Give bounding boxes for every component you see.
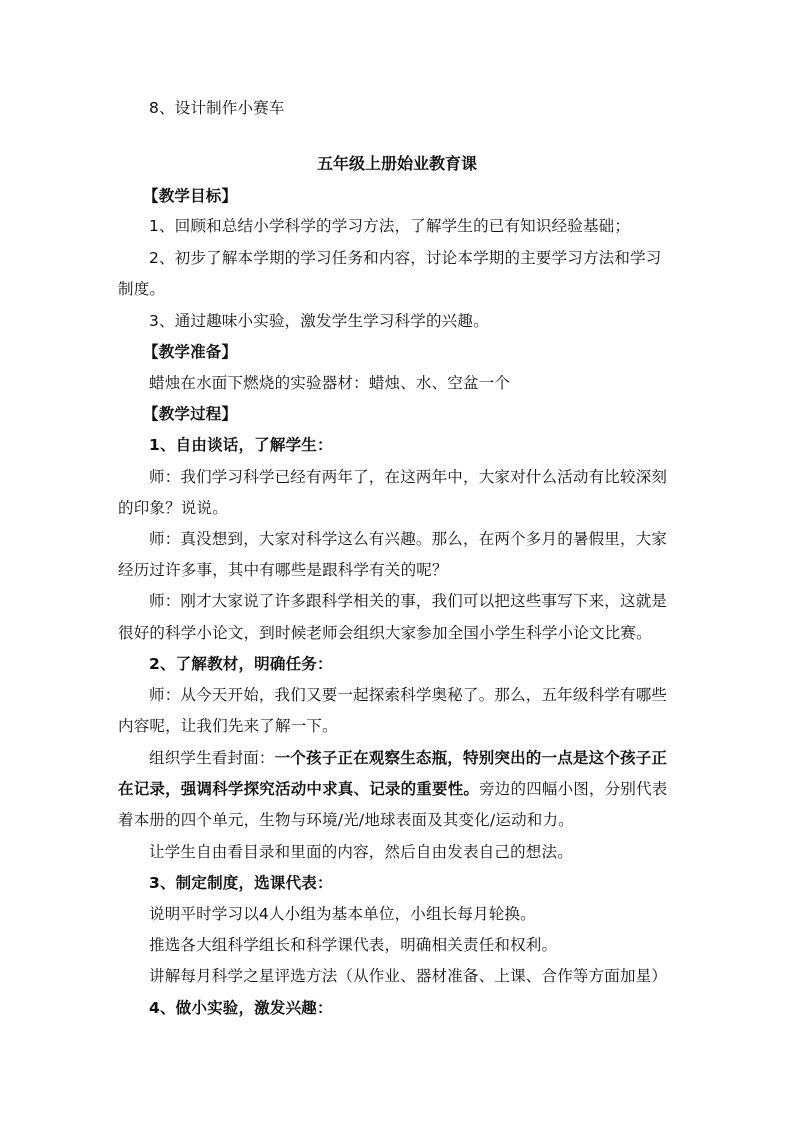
cover-thumbnails-text: 旁边的四幅小图，分别代表 <box>479 780 668 798</box>
step-2-heading: 2、了解教材，明确任务： <box>149 655 333 673</box>
cover-emphasis-text-cont: 在记录，强调科学探究活动中求真、记录的重要性。 <box>118 780 480 798</box>
step-4-heading: 4、做小实验，激发兴趣： <box>149 999 333 1017</box>
step-2-para-2-line-2 <box>118 779 668 799</box>
step-2-para-1-line-1: 师：从今天开始，我们又要一起探索科学奥秘了。那么，五年级科学有哪些 <box>149 686 668 704</box>
step-2-para-3: 让学生自由看目录和里面的内容，然后自由发表自己的想法。 <box>149 843 573 861</box>
list-item-8: 8、设计制作小赛车 <box>149 99 285 117</box>
page-title: 五年级上册始业教育课 <box>316 154 477 173</box>
goal-1: 1、回顾和总结小学科学的学习方法，了解学生的已有知识经验基础； <box>149 217 631 235</box>
process-heading: 【教学过程】 <box>143 405 238 423</box>
step-2-para-2-line-3: 着本册的四个单元，生物与环境/光/地球表面及其变化/运动和力。 <box>118 811 574 829</box>
step-2-para-2-line-1 <box>149 748 667 768</box>
step-1-para-1-line-2: 的印象？说说。 <box>118 499 228 517</box>
goals-heading: 【教学目标】 <box>143 187 238 205</box>
step-1-para-1-line-1: 师：我们学习科学已经有两年了，在这两年中，大家对什么活动有比较深刻 <box>149 468 668 486</box>
goal-2-line-1: 2、初步了解本学期的学习任务和内容，讨论本学期的主要学习方法和学习 <box>149 249 662 267</box>
step-3-heading: 3、制定制度，选课代表： <box>149 874 333 892</box>
step-2-para-1-line-2: 内容呢，让我们先来了解一下。 <box>118 717 338 735</box>
step-1-para-2-line-2: 经历过许多事，其中有哪些是跟科学有关的呢？ <box>118 561 448 579</box>
step-3-para-3: 讲解每月科学之星评选方法（从作业、器材准备、上课、合作等方面加星） <box>149 967 668 985</box>
step-1-para-3-line-1: 师：刚才大家说了许多跟科学相关的事，我们可以把这些事写下来，这就是 <box>149 592 668 610</box>
goal-3: 3、通过趣味小实验，激发学生学习科学的兴趣。 <box>149 312 489 330</box>
cover-emphasis-text: 一个孩子正在观察生态瓶，特别突出的一点是这个孩子正 <box>274 749 668 767</box>
step-1-heading: 1、自由谈话，了解学生： <box>149 436 333 454</box>
preparation-text: 蜡烛在水面下燃烧的实验器材：蜡烛、水、空盆一个 <box>149 374 511 392</box>
step-1-para-3-line-2: 很好的科学小论文，到时候老师会组织大家参加全国小学生科学小论文比赛。 <box>118 624 652 642</box>
step-3-para-2: 推选各大组科学组长和科学课代表，明确相关责任和权利。 <box>149 936 558 954</box>
step-3-para-1: 说明平时学习以4人小组为基本单位，小组长每月轮换。 <box>149 905 536 923</box>
preparation-heading: 【教学准备】 <box>143 343 238 361</box>
step-1-para-2-line-1: 师：真没想到，大家对科学这么有兴趣。那么，在两个多月的暑假里，大家 <box>149 530 668 548</box>
goal-2-line-2: 制度。 <box>118 280 166 298</box>
cover-intro-text: 组织学生看封面： <box>149 749 275 767</box>
